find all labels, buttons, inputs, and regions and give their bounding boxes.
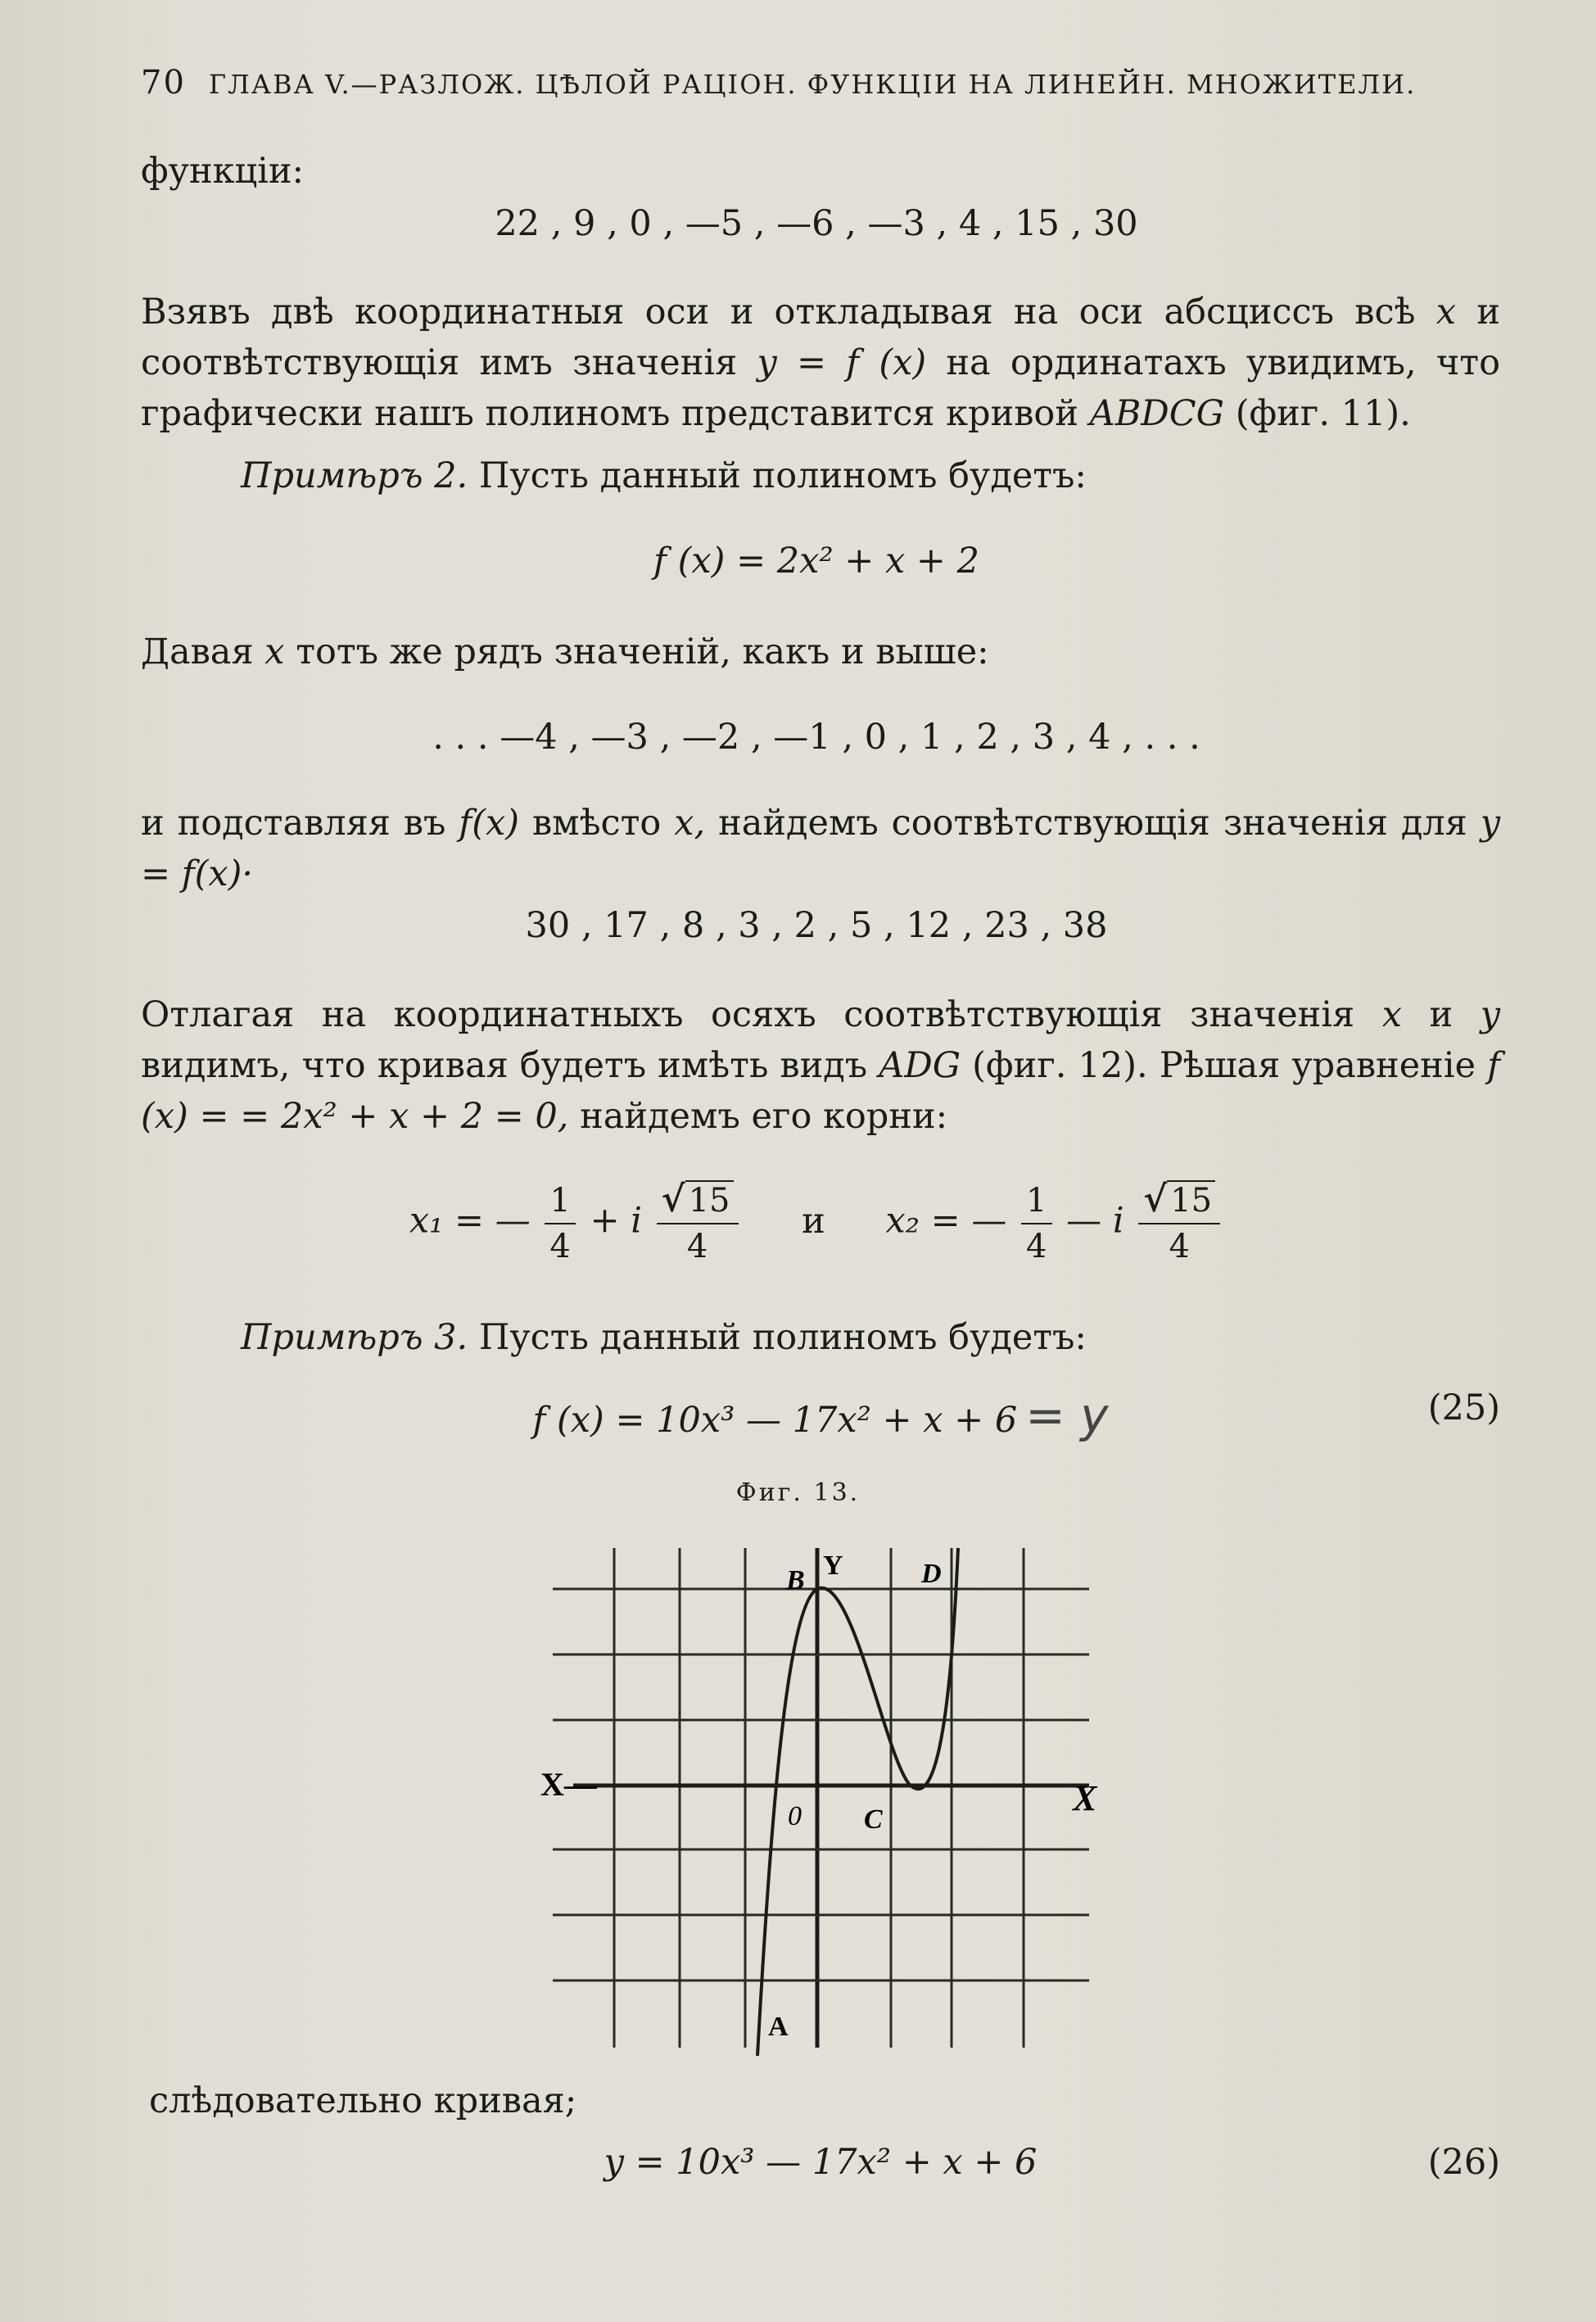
values-line-1: 22 , 9 , 0 , —5 , —6 , —3 , 4 , 15 , 30 bbox=[495, 203, 1138, 244]
para-1-text-a: Взявъ двѣ координатныя оси и откладывая на оси абсциссъ всѣ bbox=[141, 292, 1416, 333]
handwritten-annotation: = y bbox=[1025, 1387, 1109, 1443]
conclusion-text: слѣдовательно кривая; bbox=[149, 2080, 577, 2121]
label-Y: Y bbox=[823, 1550, 843, 1581]
label-B: B bbox=[786, 1565, 805, 1596]
intro-word: функціи: bbox=[141, 151, 305, 192]
running-title: ГЛАВА V.—РАЗЛОЖ. ЦѢЛОЙ РАЦІОН. ФУНКЦІИ НА ЛИНЕЙН. МНОЖИТЕЛИ. bbox=[208, 69, 1417, 100]
values-line-2: . . . —4 , —3 , —2 , —1 , 0 , 1 , 2 , 3 , 4 , . . . bbox=[432, 717, 1200, 758]
paragraph-2: Давая x тотъ же рядъ значеній, какъ и выше: bbox=[141, 631, 989, 672]
para-1-x: x bbox=[1435, 292, 1457, 333]
para-1-text-b: и соотвѣтствующія имъ значенія bbox=[141, 292, 1500, 383]
values-line-3: 30 , 17 , 8 , 3 , 2 , 5 , 12 , 23 , 38 bbox=[525, 905, 1108, 946]
fraction-one-quarter: $\frac{1}{4}$ bbox=[545, 1179, 575, 1269]
label-X-right: X bbox=[1073, 1778, 1097, 1818]
equation-26: y = 10x³ — 17x² + x + 6 (26) bbox=[604, 2142, 1500, 2183]
paragraph-1 bbox=[141, 287, 1500, 439]
para-1-y-fx: y = f (x) bbox=[757, 342, 927, 383]
paragraph-4: Отлагая на координатныхъ осяхъ соотвѣтствующія значенія x и y видимъ, что кривая будетъ имѣть видъ ADG (фиг. 12). Рѣшая уравненіе f (x) = = 2x² + x + 2 = 0, найдемъ его корни: bbox=[141, 994, 1501, 1137]
roots-equation: x₁ = — $\frac{1}{4}$ + i $\frac{√ 15}{4}$ и x₂ = — $\frac{1}{4}$ — i $\frac{√ 15}{4}$ bbox=[141, 1178, 1492, 1269]
figure-13-graph bbox=[540, 1540, 1114, 2064]
label-O: 0 bbox=[788, 1801, 802, 1831]
label-C: C bbox=[864, 1804, 883, 1835]
equation-25: f (x) = 10x³ — 17x² + x + 6 = y (25) bbox=[532, 1387, 1500, 1443]
page-number: 70 bbox=[141, 64, 186, 102]
label-X-left: X— bbox=[540, 1766, 597, 1803]
example-2-intro bbox=[141, 450, 1500, 501]
paragraph-3: и подставляя въ f(x) вмѣсто x, найдемъ соотвѣтствующія значенія для y = f(x)· bbox=[141, 803, 1501, 894]
running-header bbox=[141, 64, 1418, 102]
equation-number-25: (25) bbox=[1427, 1387, 1500, 1428]
para-1-curve: ABDCG bbox=[1089, 393, 1225, 434]
label-D: D bbox=[921, 1559, 942, 1589]
para-1-text-d: (фиг. 11). bbox=[1235, 393, 1411, 434]
example-3-intro: Примѣръ 3. Пусть данный полиномъ будетъ: bbox=[241, 1317, 1087, 1358]
example-2-text: Пусть данный полиномъ будетъ: bbox=[478, 455, 1087, 496]
example-2-label: Примѣръ 2. bbox=[241, 455, 468, 496]
equation-example-2: f (x) = 2x² + x + 2 bbox=[653, 541, 979, 582]
figure-caption: Фиг. 13. bbox=[735, 1478, 861, 1507]
fraction-sqrt15-over-4: $\frac{√ 15}{4}$ bbox=[657, 1178, 739, 1269]
para-1-text-c: на ординатахъ увидимъ, что графически нашъ полиномъ представится кривой bbox=[141, 342, 1500, 434]
equation-number-26: (26) bbox=[1427, 2142, 1500, 2183]
label-A: A bbox=[768, 2012, 789, 2042]
